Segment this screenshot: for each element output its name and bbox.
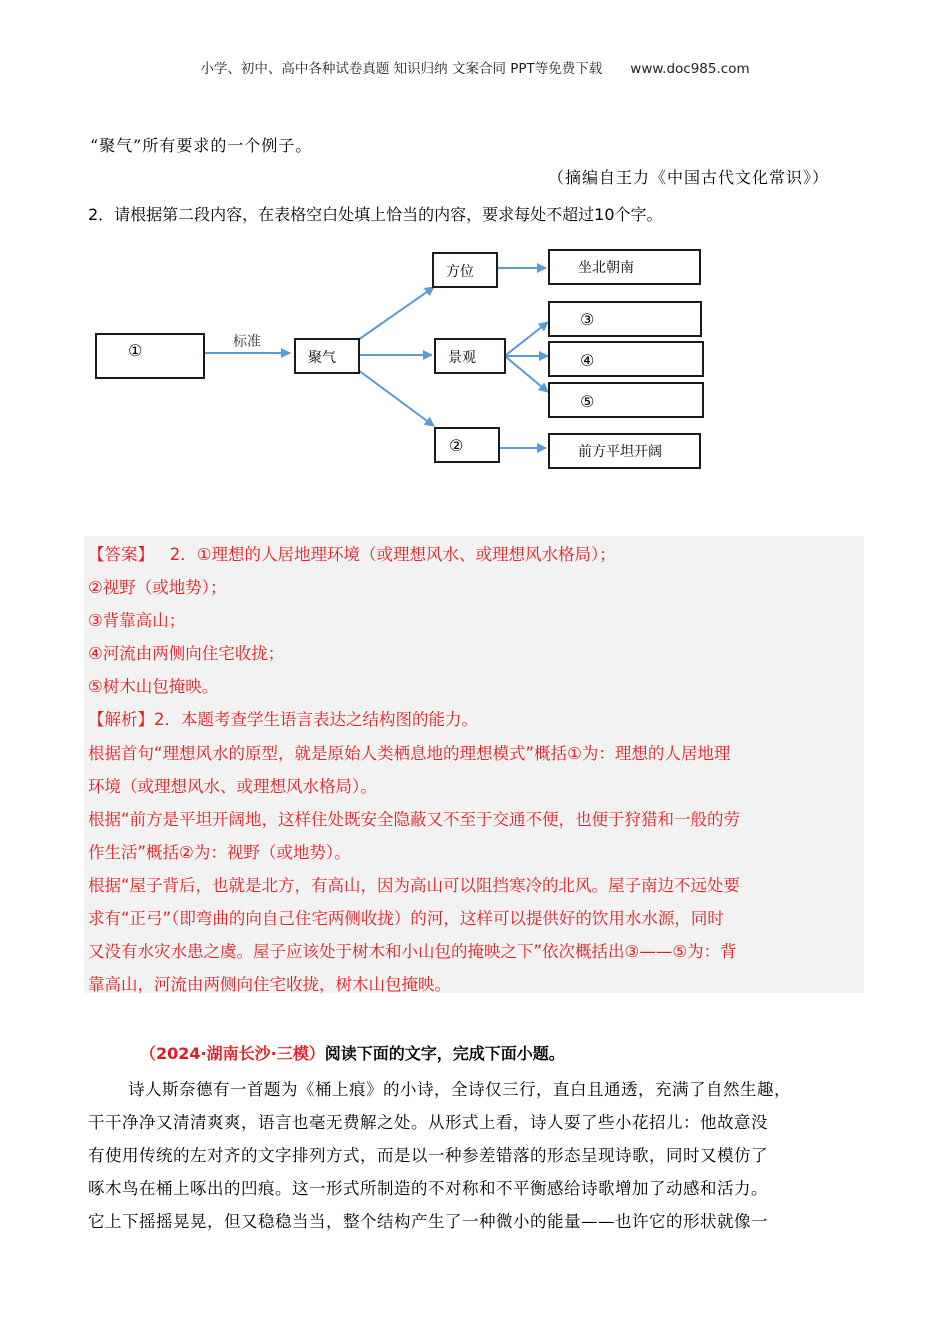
analysis-text: 求有“正弓”（即弯曲的向自己住宅两侧收拢）的河，这样可以提供好的饮用水水源，同时 [88,909,724,928]
paragraph-line: 它上下摇摇晃晃，但又稳稳当当，整个结构产生了一种微小的能量——也许它的形状就像一 [88,1212,768,1231]
section-title [140,1041,565,1064]
box-1 [96,334,204,378]
arrow-landscape-5 [506,357,548,392]
header-text: 小学、初中、高中各种试卷真题 知识归纳 文案合同 PPT等免费下载 [200,61,603,77]
landscape-4-label: ④ [580,351,595,370]
analysis-intro: 2．本题考查学生语言表达之结构图的能力。 [154,710,478,729]
answer-4: ④河流由两侧向住宅收拢； [88,644,285,663]
section-instruction: 阅读下面的文字，完成下面小题。 [324,1044,565,1063]
intro-line: “聚气”所有要求的一个例子。 [90,136,313,155]
analysis-text: 根据“前方是平坦开阔地，这样住处既安全隐蔽又不至于交通不便，也便于狩猎和一般的劳 [88,810,741,829]
box-2 [435,428,499,462]
arrow-landscape-3 [506,322,548,355]
paragraph-line: 啄木鸟在桶上啄出的凹痕。这一形式所制造的不对称和不平衡感给诗歌增加了动感和活力。 [88,1179,768,1198]
question-2: 2．请根据第二段内容，在表格空白处填上恰当的内容，要求每处不超过10个字。 [88,205,663,224]
analysis-text: 作生活”概括②为：视野（或地势）。 [88,843,351,862]
arrow-label-standard: 标准 [233,334,261,350]
citation: （摘编自王力《中国古代文化常识》） [548,168,830,187]
box-2-label: ② [449,436,464,455]
landscape-5-label: ⑤ [580,392,595,411]
landscape-label: 景观 [448,350,476,366]
landscape-3-label: ③ [580,310,595,329]
analysis-text: 环境（或理想风水、或理想风水格局）。 [88,777,377,796]
box-landscape-3 [549,302,701,336]
arrow-view [358,370,434,426]
paragraph-line: 诗人斯奈德有一首题为《桶上痕》的小诗，全诗仅三行，直白且通透，充满了自然生趣， [128,1080,791,1099]
box-landscape-5 [549,383,703,417]
view-value-label: 前方平坦开阔 [578,444,662,460]
structure-diagram [0,0,950,520]
box-landscape-4 [549,342,703,376]
answer-2: ②视野（或地势）； [88,578,227,597]
analysis-tag: 【解析】 [88,710,154,729]
analysis-text: 根据首句“理想风水的原型，就是原始人类栖息地的理想模式”概括①为：理想的人居地理 [88,744,731,763]
paragraph-line: 有使用传统的左对齐的文字排列方式，而是以一种参差错落的形态呈现诗歌，同时又模仿了 [88,1146,768,1165]
box-1-label: ① [128,341,143,360]
arrow-direction [358,287,434,340]
direction-value-label: 坐北朝南 [578,260,634,276]
header-site: www.doc985.com [630,61,750,77]
direction-label: 方位 [446,264,474,280]
section-source: （2024·湖南长沙·三模） [140,1044,325,1063]
answer-5: ⑤树木山包掩映。 [88,677,219,696]
analysis-line [88,706,478,730]
answer-line-1 [88,541,616,565]
answer-3: ③背靠高山； [88,611,186,630]
center-label: 聚气 [308,350,336,366]
answer-1: 2．①理想的人居地理环境（或理想风水、或理想风水格局）； [169,545,616,564]
paragraph-line: 干干净净又清清爽爽，语言也毫无费解之处。从形式上看，诗人耍了些小花招儿：他故意没 [88,1113,768,1132]
analysis-text: 靠高山，河流由两侧向住宅收拢，树木山包掩映。 [88,975,451,994]
answer-tag: 【答案】 [88,545,154,564]
analysis-text: 又没有水灾水患之虞。屋子应该处于树木和小山包的掩映之下”依次概括出③——⑤为：背 [88,942,737,961]
analysis-text: 根据“屋子背后，也就是北方，有高山，因为高山可以阻挡寒冷的北风。屋子南边不远处要 [88,876,741,895]
